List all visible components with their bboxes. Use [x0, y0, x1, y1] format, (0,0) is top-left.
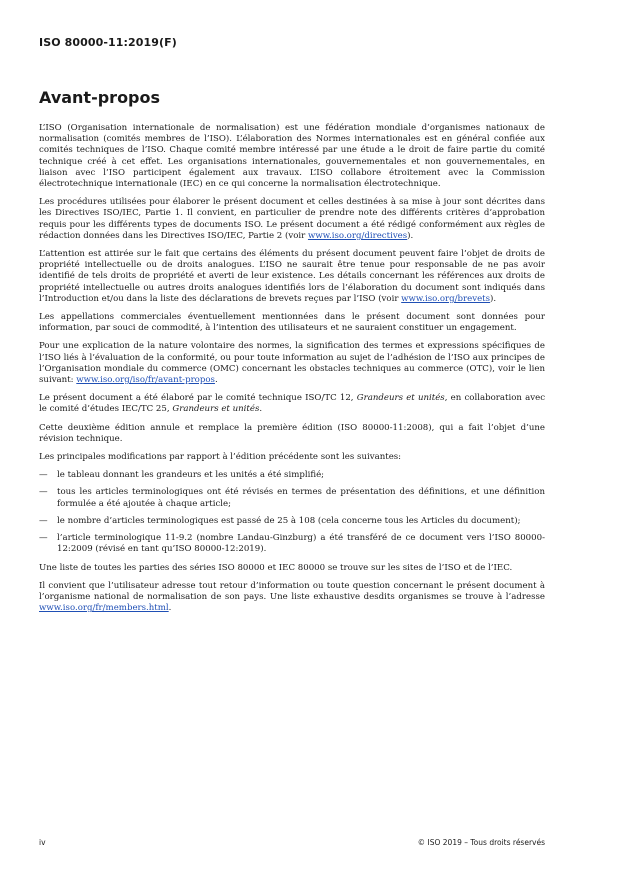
paragraph-series-list: Une liste de toutes les parties des séries ISO 80000 et IEC 80000 se trouve sur les sites de l’ISO et de l’IEC. — [39, 562, 513, 573]
paragraph-text: . — [168, 603, 172, 614]
paragraph-text: , en collaboration avec le comité d’études IEC/TC 25, — [39, 393, 546, 415]
paragraph-feedback — [39, 581, 545, 615]
paragraph-text: L’attention est attirée sur le fait que certains des éléments du présent document peuvent faire l’objet de droits de propriété intellectuelle ou de droits analogues. L’ISO ne saurait être tenue pour responsable de ne pas avoir identifié de tels droits de propriété et averti de leur existence. Les détails concernant les références aux droits de propriété intellectuelle ou autres droits analogues identifiés lors de l’élaboration du document sont indiqués dans l’Introduction et/ou dans la liste des déclarations de brevets reçues par l’ISO (voir — [39, 249, 545, 304]
dash-bullet: — — [39, 470, 48, 481]
dash-bullet: — — [39, 487, 48, 498]
page-number: iv — [39, 838, 46, 847]
paragraph-text: . — [214, 375, 218, 386]
link-brevets[interactable]: www.iso.org/brevets — [401, 293, 491, 304]
copyright-notice: © ISO 2019 – Tous droits réservés — [417, 838, 545, 847]
paragraph-committee — [39, 393, 545, 415]
italic-text: Grandeurs et unités — [356, 393, 445, 404]
paragraph-text: Il convient que l’utilisateur adresse tout retour d’information ou toute question concernant le présent document à l’organisme national de normalisation de son pays. Une liste exhaustive desdits organismes se trouve à l’adresse — [39, 580, 545, 602]
link-members[interactable]: www.iso.org/fr/members.html — [39, 603, 169, 614]
list-item-text: tous les articles terminologiques ont été révisés en termes de présentation des définitions, et une définition formulée a été ajoutée à chaque article; — [57, 487, 545, 509]
document-page — [39, 0, 545, 876]
list-item — [39, 470, 545, 481]
paragraph-changes-intro: Les principales modifications par rapport à l’édition précédente sont les suivantes: — [39, 452, 402, 463]
list-item-text: l’article terminologique 11-9.2 (nombre Landau-Ginzburg) a été transféré de ce document vers l’ISO 80000-12:2009 (révisé en tant qu’ISO 80000-12:2019). — [57, 533, 545, 555]
paragraph-text: Pour une explication de la nature volontaire des normes, la signification des termes et expressions spécifiques de l’ISO liés à l’évaluation de la conformité, ou pour toute information au sujet de l’adhésion de l’ISO aux principes de l’Organisation mondiale du commerce (OMC) concernant les obstacles techniques au commerce (OTC), voir le lien suivant: — [39, 341, 545, 386]
link-directives[interactable]: www.iso.org/directives — [307, 230, 408, 241]
paragraph-iso-organisation: L’ISO (Organisation internationale de normalisation) est une fédération mondiale d’organismes nationaux de normalisation (comités membres de l’ISO). L’élaboration des Normes internationales est en général confiée aux comités techniques de l’ISO. Chaque comité membre intéressé par une étude a le droit de faire partie du comité technique créé à cet effet. Les organisations internationales, gouvernementales et non gouvernementales, en liaison avec l’ISO participent également aux travaux. L’ISO collabore étroitement avec la Commission électrotechnique internationale (IEC) en ce qui concerne la normalisation électrotechnique. — [39, 123, 545, 190]
paragraph-text: Le présent document a été élaboré par le comité technique ISO/TC 12, — [39, 393, 357, 404]
paragraph-voluntary-nature — [39, 341, 545, 386]
list-item — [39, 516, 545, 527]
list-item-text: le tableau donnant les grandeurs et les unités a été simplifié; — [57, 470, 325, 481]
paragraph-text: ). — [407, 230, 414, 241]
list-item — [39, 487, 545, 509]
foreword-body — [39, 123, 545, 621]
paragraph-text: Les procédures utilisées pour élaborer le présent document et celles destinées à sa mise à jour sont décrites dans les Directives ISO/IEC, Partie 1. Il convient, en particulier de prendre note des différents critères d’approbation requis pour les différents types de documents ISO. Le présent document a été rédigé conformément aux règles de rédaction données dans les Directives ISO/IEC, Partie 2 (voir — [39, 197, 545, 241]
link-avant-propos[interactable]: www.iso.org/iso/fr/avant-propos — [76, 375, 215, 386]
list-item-text: le nombre d’articles terminologiques est passé de 25 à 108 (cela concerne tous les Articles du document); — [57, 515, 521, 526]
paragraph-trade-names: Les appellations commerciales éventuellement mentionnées dans le présent document sont données pour information, par souci de commodité, à l’intention des utilisateurs et ne sauraient constituer un engagement. — [39, 312, 545, 334]
changes-list — [39, 470, 545, 555]
list-item — [39, 533, 545, 555]
document-identifier: ISO 80000-11:2019(F) — [39, 36, 177, 49]
paragraph-edition: Cette deuxième édition annule et remplace la première édition (ISO 80000-11:2008), qui a fait l’objet d’une révision technique. — [39, 422, 545, 444]
paragraph-text: . — [259, 404, 263, 415]
paragraph-text: ). — [490, 293, 497, 304]
dash-bullet: — — [39, 515, 48, 526]
paragraph-patents — [39, 249, 545, 305]
dash-bullet: — — [39, 533, 48, 544]
italic-text: Grandeurs et unités — [172, 404, 260, 415]
section-title: Avant-propos — [39, 88, 161, 107]
paragraph-procedures — [39, 197, 545, 242]
